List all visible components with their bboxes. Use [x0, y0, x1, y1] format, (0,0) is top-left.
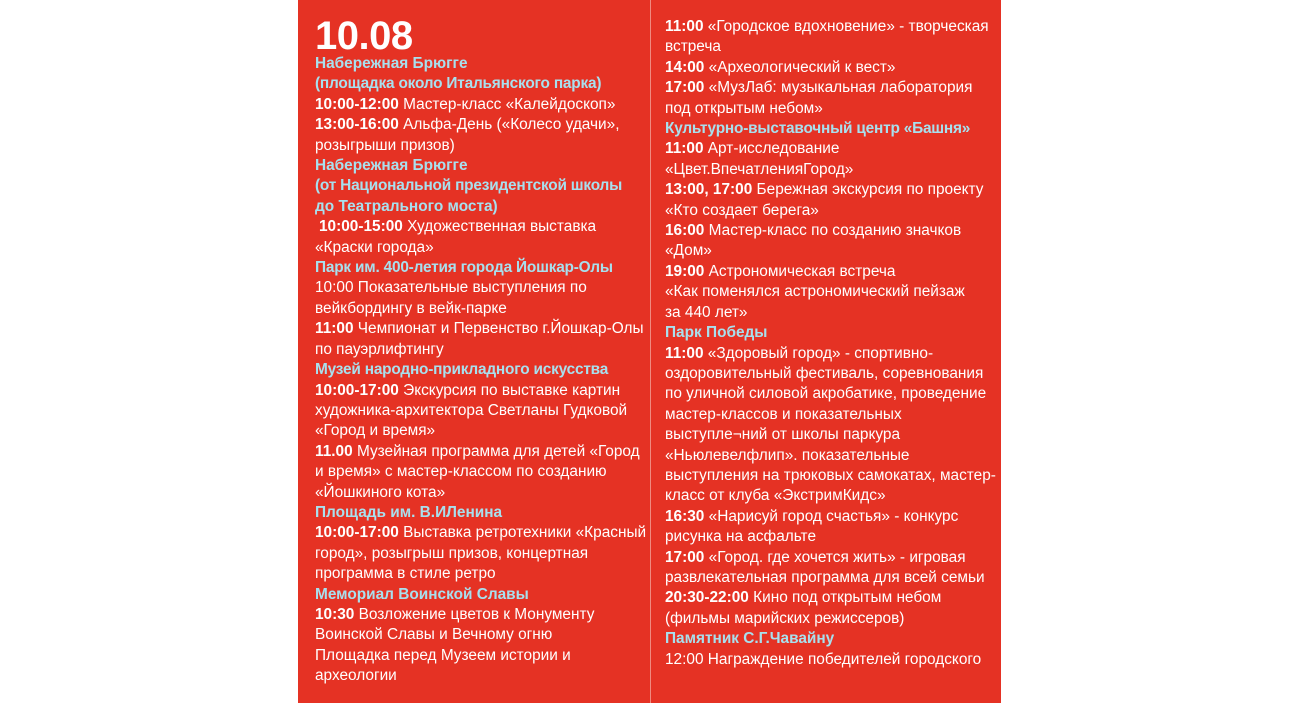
text-line: «Как поменялся астрономический пейзаж	[665, 283, 965, 301]
event-text: «Здоровый город» - спортивно-	[703, 344, 934, 362]
text-line: «Краски города»	[315, 238, 434, 256]
date-heading: 10.08	[315, 14, 413, 58]
event-line	[315, 319, 644, 339]
venue-heading: Памятник С.Г.Чавайну	[665, 630, 835, 648]
text-line: «Цвет.ВпечатленияГород»	[665, 160, 854, 178]
text-line: и время» с мастер-классом по созданию	[315, 463, 607, 481]
event-text: Астрономическая встреча	[704, 262, 896, 280]
event-text: Возложение цветов к Монументу	[354, 605, 595, 623]
left-schedule	[315, 54, 647, 687]
venue-heading: Культурно-выставочный центр «Башня»	[665, 120, 971, 138]
event-time: 10:00-17:00	[315, 381, 399, 399]
text-line: «Кто создает берега»	[665, 201, 819, 219]
event-text: Бережная экскурсия по проекту	[752, 181, 984, 199]
text-line: «Йошкиного кота»	[315, 483, 446, 501]
event-line	[665, 262, 1000, 282]
event-time: 11.00	[315, 442, 353, 460]
text-line: за 440 лет»	[665, 303, 748, 321]
event-time: 14:00	[665, 58, 705, 76]
event-line	[315, 523, 647, 543]
text-line: выступления на трюковых самокатах, мастер-	[665, 466, 996, 484]
event-line	[315, 217, 640, 237]
event-text: Мастер-класс по созданию значков	[704, 222, 962, 240]
event-text: Арт-исследование	[703, 140, 840, 158]
text-line: 10:00 Показательные выступления по	[315, 279, 587, 297]
event-line	[315, 115, 640, 135]
event-line	[665, 344, 1000, 364]
text-line: «Ньюлевелфлип». показательные	[665, 446, 910, 464]
schedule-poster	[298, 0, 1001, 703]
event-time: 10:00-12:00	[315, 95, 399, 113]
event-line	[665, 180, 1000, 200]
event-line	[665, 139, 1000, 159]
venue-heading: Музей народно-прикладного искусства	[315, 361, 609, 379]
event-text: Чемпионат и Первенство г.Йошкар-Олы	[353, 320, 644, 338]
event-line	[315, 95, 640, 115]
event-text: Выставка ретротехники «Красный	[398, 524, 647, 542]
event-time: 10:00-17:00	[315, 524, 399, 542]
text-line: вейкбордингу в вейк-парке	[315, 299, 507, 317]
event-time: 11:00	[665, 18, 704, 35]
text-line: 12:00 Награждение победителей городского	[665, 650, 982, 668]
event-time: 17:00	[665, 548, 705, 566]
venue-heading: (от Национальной президентской школы	[315, 177, 623, 195]
event-text: «МузЛаб: музыкальная лаборатория	[704, 79, 973, 97]
event-line	[315, 442, 640, 462]
column-divider	[650, 0, 651, 703]
event-text: Мастер-класс «Калейдоскоп»	[398, 95, 616, 113]
event-time: 11:00	[315, 320, 354, 338]
text-line: розыгрыши призов)	[315, 136, 455, 154]
event-text: Экскурсия по выставке картин	[398, 381, 621, 399]
text-line: «Дом»	[665, 242, 712, 260]
event-time: 20:30-22:00	[665, 589, 749, 607]
text-line: под открытым небом»	[665, 99, 823, 117]
event-time: 16:30	[665, 507, 705, 525]
text-line: Воинской Славы и Вечному огню	[315, 626, 553, 644]
event-text: Музейная программа для детей «Город	[352, 442, 640, 460]
venue-heading: Набережная Брюгге	[315, 55, 468, 72]
text-line: рисунка на асфальте	[665, 528, 816, 546]
text-line: (фильмы марийских режиссеров)	[665, 609, 905, 627]
event-line	[315, 605, 640, 625]
text-line: археологии	[315, 667, 397, 685]
venue-heading: (площадка около Итальянского парка)	[315, 75, 602, 93]
event-text: «Нарисуй город счастья» - конкурс	[704, 507, 959, 525]
event-line	[315, 381, 640, 401]
venue-heading: до Театрального моста)	[315, 197, 498, 215]
event-text: «Археологический к вест»	[704, 58, 896, 76]
right-schedule	[665, 0, 1000, 670]
event-line	[665, 588, 1000, 608]
venue-heading: Набережная Брюгге	[315, 157, 468, 175]
text-line: развлекательная программа для всей семьи	[665, 568, 985, 586]
venue-heading: Парк Победы	[665, 324, 768, 342]
event-time: 10:00-15:00	[319, 218, 403, 236]
event-line	[665, 17, 1000, 37]
event-time: 13:00-16:00	[315, 116, 399, 134]
venue-heading: Мемориал Воинской Славы	[315, 585, 529, 603]
event-line	[665, 548, 1000, 568]
text-line: по уличной силовой акробатике, проведение	[665, 385, 987, 403]
text-line: художника-архитектора Светланы Гудковой	[315, 401, 628, 419]
venue-heading: Площадь им. В.ИЛенина	[315, 503, 503, 521]
event-text: Художественная выставка	[402, 218, 597, 236]
event-line	[665, 78, 1000, 98]
event-text: «Городское вдохновение» - творческая	[703, 18, 989, 35]
event-line	[665, 221, 1000, 241]
event-line	[665, 58, 1000, 78]
text-line: программа в стиле ретро	[315, 565, 496, 583]
text-line: «Город и время»	[315, 422, 436, 440]
text-line: Площадка перед Музеем истории и	[315, 646, 571, 664]
text-line: мастер-классов и показательных	[665, 405, 902, 423]
event-time: 17:00	[665, 79, 705, 97]
event-time: 11:00	[665, 140, 704, 158]
venue-heading: Парк им. 400-летия города Йошкар-Олы	[315, 259, 613, 277]
event-text: Альфа-День («Колесо удачи»,	[398, 116, 620, 134]
event-text: «Город. где хочется жить» - игровая	[704, 548, 966, 566]
event-time: 13:00, 17:00	[665, 181, 753, 199]
left-column	[315, 0, 647, 687]
text-line: выступле¬ний от школы паркура	[665, 426, 901, 444]
event-time: 16:00	[665, 222, 705, 240]
event-time: 11:00	[665, 344, 704, 362]
event-time: 19:00	[665, 262, 705, 280]
text-line: встреча	[665, 38, 721, 56]
text-line: оздоровительный фестиваль, соревнования	[665, 364, 984, 382]
text-line: класс от клуба «ЭкстримКидс»	[665, 487, 886, 505]
text-line: по пауэрлифтингу	[315, 340, 444, 358]
event-line	[665, 507, 1000, 527]
text-line: город», розыгрыш призов, концертная	[315, 544, 589, 562]
right-column	[665, 0, 1000, 670]
event-text: Кино под открытым небом	[748, 589, 942, 607]
event-time: 10:30	[315, 605, 355, 623]
